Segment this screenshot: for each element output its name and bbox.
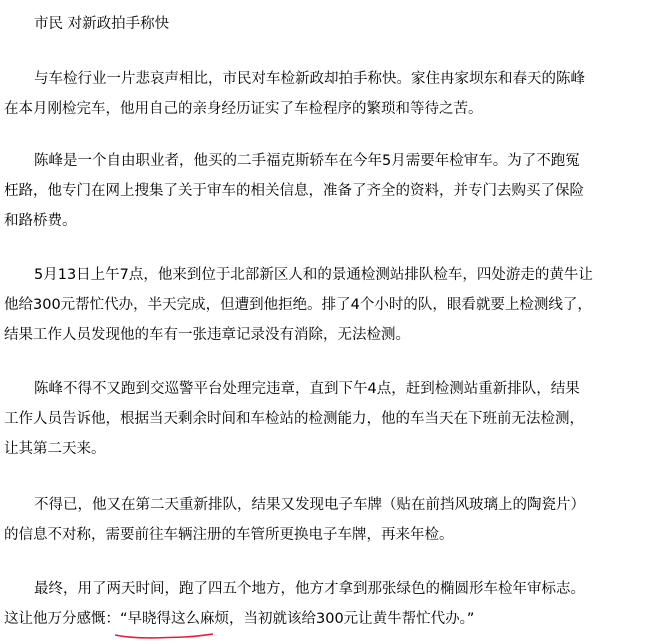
paragraph-line: 5月13日上午7点，他来到位于北部新区人和的景通检测站排队检车，四处游走的黄牛让 <box>34 267 593 283</box>
section-heading: 市民 对新政拍手称快 <box>34 16 170 32</box>
paragraph-2 <box>4 146 647 236</box>
paragraph-line: 不得已，他又在第二天重新排队，结果又发现电子车牌（贴在前挡风玻璃上的陶瓷片） <box>34 497 585 513</box>
paragraph-line: 陈峰是一个自由职业者，他买的二手福克斯轿车在今年5月需要年检审车。为了不跑冤 <box>34 153 580 169</box>
paragraph-line: 和路桥费。 <box>4 213 77 229</box>
paragraph-line: 的信息不对称，需要前往车辆注册的车管所更换电子车牌，再来年检。 <box>4 527 454 543</box>
paragraph-line: 陈峰不得不又跑到交巡警平台处理完违章，直到下午4点，赶到检测站重新排队，结果 <box>34 381 580 397</box>
paragraph-1 <box>4 64 647 124</box>
paragraph-line: 让其第二天来。 <box>4 441 106 457</box>
paragraph-last-line <box>4 604 647 634</box>
paragraph-line: 与车检行业一片悲哀声相比，市民对车检新政却拍手称快。家住冉家坝东和春天的陈峰 <box>34 71 585 87</box>
paragraph-line: 枉路，他专门在网上搜集了关于审车的相关信息，准备了齐全的资料，并专门去购买了保险 <box>4 183 584 199</box>
paragraph-3 <box>4 260 647 350</box>
paragraph-line: 他给300元帮忙代办，半天完成，但遭到他拒绝。排了4个小时的队，眼看就要上检测线了， <box>4 297 592 313</box>
red-underline-mark <box>114 632 214 640</box>
paragraph-line: 结果工作人员发现他的车有一张违章记录没有消除，无法检测。 <box>4 327 410 343</box>
quote-text: “早晓得这么麻烦，当初就该给300元让黄牛帮忙代办。” <box>120 611 475 627</box>
paragraph-line: 工作人员告诉他，根据当天剩余时间和车检站的检测能力，他的车当天在下班前无法检测， <box>4 411 584 427</box>
quote-prefix: 这让他万分感慨： <box>4 611 120 627</box>
highlighted-quote <box>120 604 474 634</box>
paragraph-4 <box>4 374 647 464</box>
paragraph-5 <box>4 490 647 550</box>
paragraph-line: 最终，用了两天时间，跑了四五个地方，他方才拿到那张绿色的椭圆形车检年审标志。 <box>34 581 585 597</box>
paragraph-line: 在本月刚检完车，他用自己的亲身经历证实了车检程序的繁琐和等待之苦。 <box>4 101 483 117</box>
paragraph-6 <box>4 574 647 634</box>
